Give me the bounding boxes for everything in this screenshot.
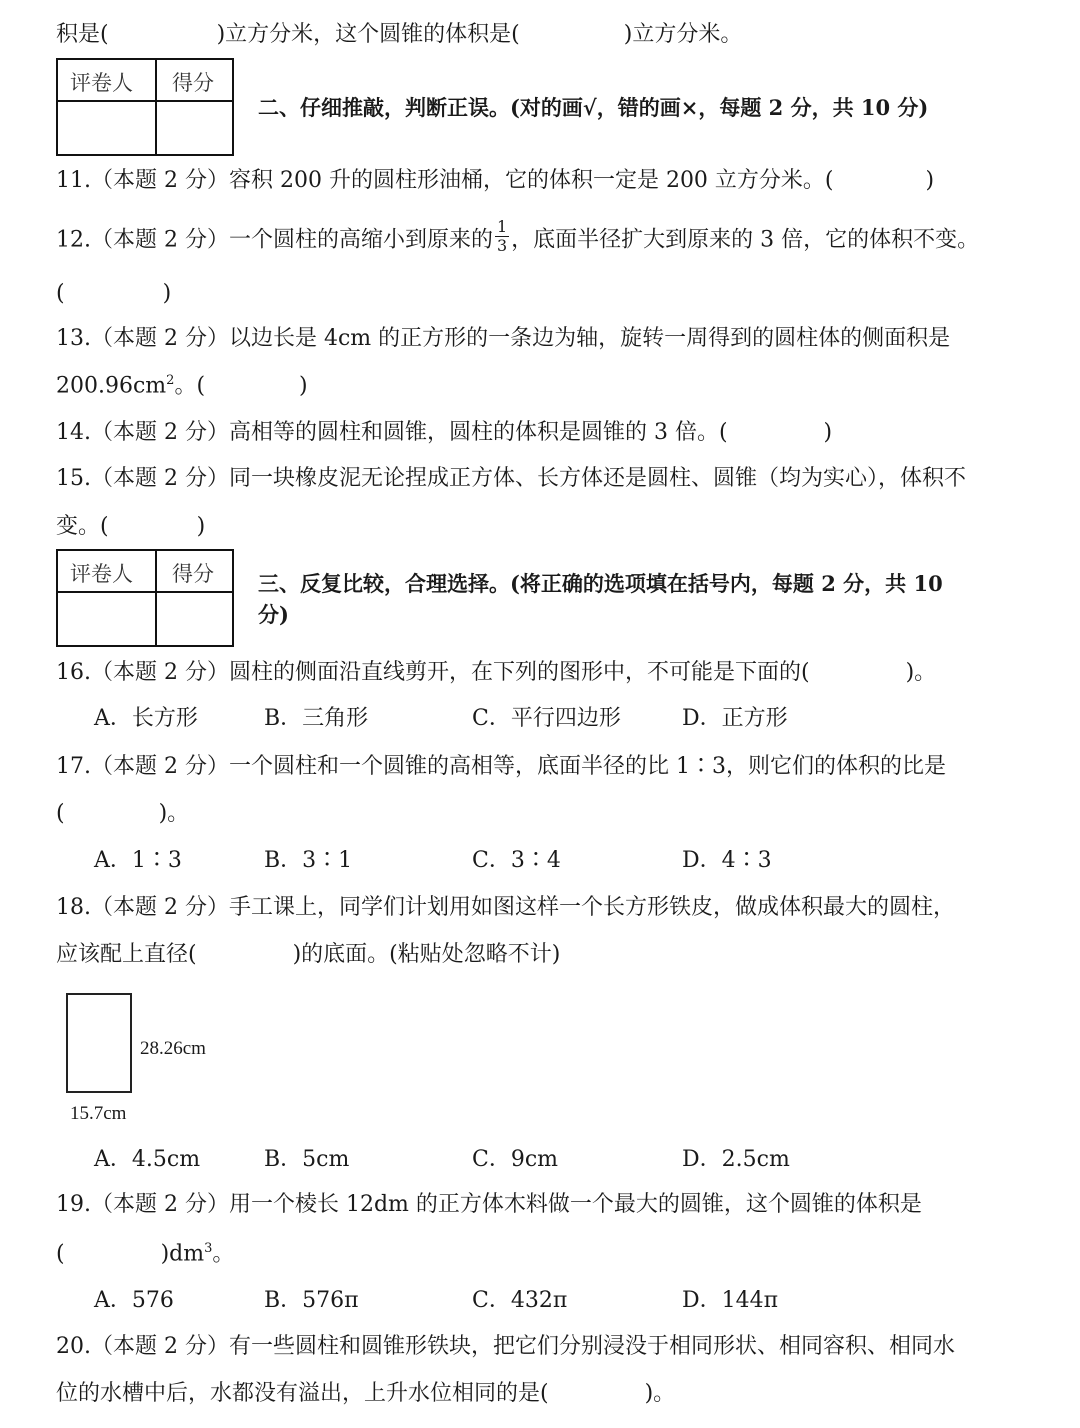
q13-stem: 13.（本题 2 分）以边长是 4cm 的正方形的一条边为轴，旋转一周得到的圆柱体的侧面积是 <box>56 326 951 351</box>
score-table-2 <box>56 549 234 647</box>
q17-option-c: C．3∶4 <box>472 848 561 873</box>
question-18-line2: 应该配上直径( )的底面。(粘贴处忽略不计) <box>56 942 561 967</box>
top-line-a: 积是( <box>56 22 109 47</box>
q17-option-a: A．1∶3 <box>94 848 182 873</box>
question-17 <box>56 756 946 778</box>
question-18 <box>56 897 955 919</box>
question-12 <box>56 217 980 259</box>
sheet-rectangle-figure <box>66 993 132 1093</box>
grader-header: 评卷人 <box>70 562 133 586</box>
q16-option-a: A．长方形 <box>94 706 198 731</box>
question-12-answer: ( ) <box>56 281 172 306</box>
question-19 <box>56 1194 922 1216</box>
q17-stem: 17.（本题 2 分）一个圆柱和一个圆锥的高相等，底面半径的比 1∶3，则它们的体积的比是 <box>56 754 946 779</box>
score-header: 得分 <box>172 71 214 95</box>
question-14: 14.（本题 2 分）高相等的圆柱和圆锥，圆柱的体积是圆锥的 3 倍。( ) <box>56 420 833 445</box>
q18-option-a: A．4.5cm <box>94 1147 201 1172</box>
question-13-line2: $200.96cm^2$。( ) <box>56 373 308 399</box>
question-16: 16.（本题 2 分）圆柱的侧面沿直线剪开，在下列的图形中，不可能是下面的( )。 <box>56 660 937 685</box>
q12-stem-a: 12.（本题 2 分）一个圆柱的高缩小到原来的 <box>56 227 493 253</box>
q15-stem: 15.（本题 2 分）同一块橡皮泥无论捏成正方体、长方体还是圆柱、圆锥（均为实心），体积不 <box>56 466 966 491</box>
question-20 <box>56 1336 955 1358</box>
q12-stem-b: ，底面半径扩大到原来的 3 倍，它的体积不变。 <box>511 227 980 253</box>
q16-option-b: B．三角形 <box>264 706 369 731</box>
q14-stem: 14.（本题 2 分）高相等的圆柱和圆锥，圆柱的体积是圆锥的 3 倍。( <box>56 420 728 445</box>
top-line <box>56 24 742 46</box>
top-line-b: )立方分米，这个圆锥的体积是( <box>216 22 520 47</box>
score-header: 得分 <box>172 562 214 586</box>
q19-stem: 19.（本题 2 分）用一个棱长 12dm 的正方体木料做一个最大的圆锥，这个圆锥的体积是 <box>56 1192 922 1217</box>
figure-width-label: 15.7cm <box>70 1103 127 1124</box>
grader-header: 评卷人 <box>70 71 133 95</box>
question-11 <box>56 170 934 192</box>
q17-option-b: B．3∶1 <box>264 848 353 873</box>
q19-option-a: A．576 <box>94 1288 174 1313</box>
question-15-line2: 变。( ) <box>56 514 206 539</box>
q18-option-b: B．5cm <box>264 1147 350 1172</box>
question-13 <box>56 328 950 350</box>
q11-stem: 11.（本题 2 分）容积 200 升的圆柱形油桶，它的体积一定是 200 立方分米。( <box>56 168 834 193</box>
fraction-one-third: $\frac{1}{3}$ <box>496 217 508 255</box>
score-table-1 <box>56 58 234 156</box>
top-line-c: )立方分米。 <box>623 22 743 47</box>
section-2-title: 二、仔细推敲，判断正误。(对的画√，错的画×，每题 2 分，共 10 分) <box>258 95 929 120</box>
question-17-line2: ( )。 <box>56 801 190 826</box>
question-19-line2: ( )$dm^3$。 <box>56 1241 235 1267</box>
q18-option-c: C．9cm <box>472 1147 559 1172</box>
section-3-title: 三、反复比较，合理选择。(将正确的选项填在括号内，每题 2 分，共 10 分) <box>258 571 943 627</box>
figure-height-label: 28.26cm <box>140 1038 206 1059</box>
q11-close: ) <box>925 168 935 193</box>
q17-option-d: D．4∶3 <box>682 848 772 873</box>
question-20-line2: 位的水槽中后，水都没有溢出，上升水位相同的是( )。 <box>56 1381 676 1406</box>
q18-stem: 18.（本题 2 分）手工课上，同学们计划用如图这样一个长方形铁皮，做成体积最大的圆柱， <box>56 895 955 920</box>
q18-option-d: D．2.5cm <box>682 1147 790 1172</box>
q19-option-b: B．576π <box>264 1288 359 1313</box>
q19-option-d: D．144π <box>682 1288 779 1313</box>
q19-option-c: C．432π <box>472 1288 568 1313</box>
q16-stem: 16.（本题 2 分）圆柱的侧面沿直线剪开，在下列的图形中，不可能是下面的( <box>56 660 810 685</box>
question-15 <box>56 468 966 490</box>
q20-stem: 20.（本题 2 分）有一些圆柱和圆锥形铁块，把它们分别浸没于相同形状、相同容积、相同水 <box>56 1334 955 1359</box>
q16-option-c: C．平行四边形 <box>472 706 621 731</box>
q16-option-d: D．正方形 <box>682 706 788 731</box>
